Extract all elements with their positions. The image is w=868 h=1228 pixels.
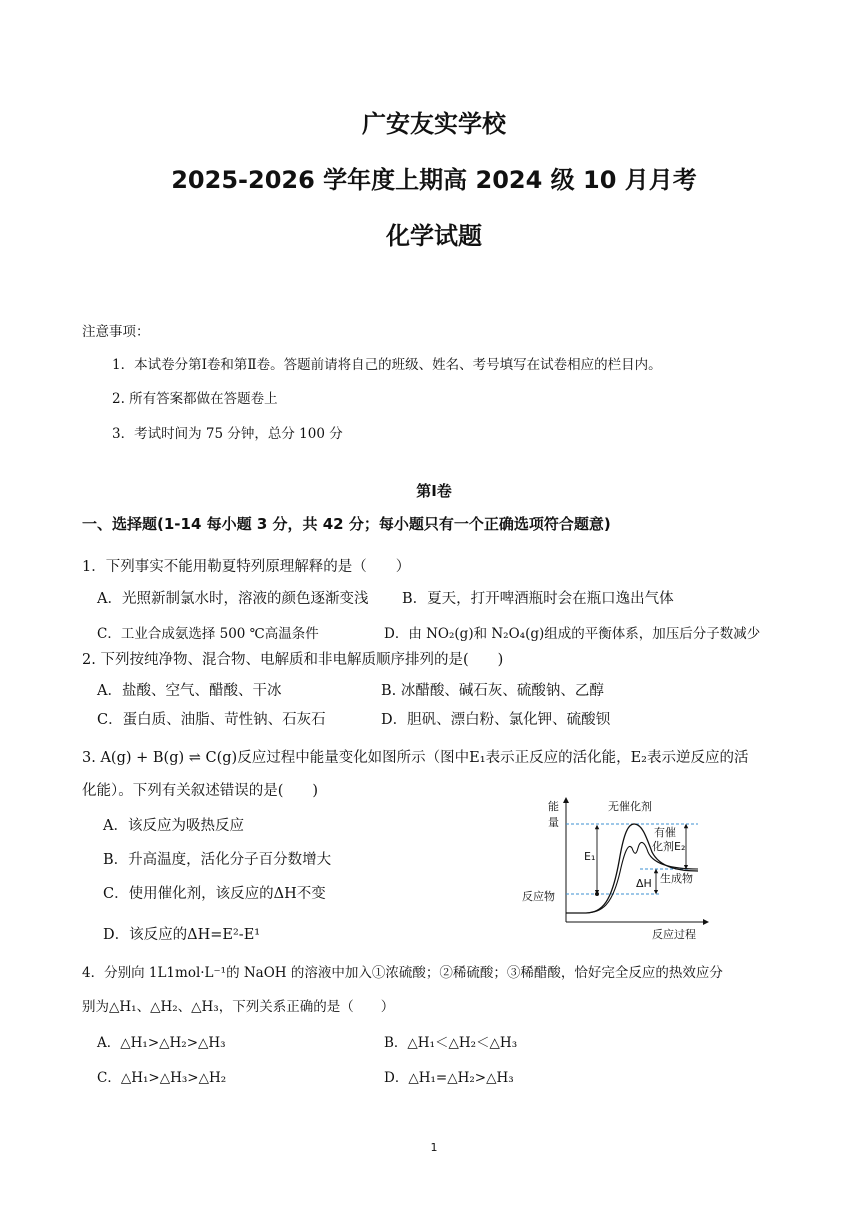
school-name: 广安友实学校 [362, 110, 506, 138]
energy-diagram [520, 796, 710, 946]
q1-option-c: C．工业合成氨选择 500 ℃高温条件 [97, 626, 319, 642]
reactant-point [595, 892, 599, 896]
q3-stem-line1: 3. A(g) + B(g) ⇌ C(g)反应过程中能量变化如图所示（图中E₁表示正反应的活化能，E₂表示逆反应的活 [82, 750, 749, 766]
catalyst-label-1: 有催 [654, 826, 676, 839]
q4-option-b: B．△H₁＜△H₂＜△H₃ [384, 1035, 518, 1051]
q3-option-a: A．该反应为吸热反应 [103, 818, 244, 834]
subject-title: 化学试题 [386, 222, 482, 250]
x-label: 反应过程 [652, 928, 696, 941]
q4-option-c: C．△H₁>△H₃>△H₂ [97, 1070, 227, 1086]
note-item-2: 2. 所有答案都做在答题卷上 [112, 391, 278, 407]
q4-stem-line2: 别为△H₁、△H₂、△H₃，下列关系正确的是（ ） [82, 999, 395, 1015]
q4-option-d: D．△H₁=△H₂>△H₃ [384, 1070, 514, 1086]
note-item-3: 3．考试时间为 75 分钟，总分 100 分 [112, 426, 343, 442]
notes-heading: 注意事项： [82, 324, 150, 340]
exam-title: 2025-2026 学年度上期高 2024 级 10 月月考 [171, 166, 697, 194]
volume-heading: 第Ⅰ卷 [416, 482, 452, 500]
product-label: 生成物 [660, 872, 693, 885]
q3-stem-line2: 化能）。下列有关叙述错误的是( ) [82, 783, 319, 799]
q1-option-d: D．由 NO₂(g)和 N₂O₄(g)组成的平衡体系，加压后分子数减少 [384, 626, 761, 642]
y-label-2: 量 [548, 816, 559, 829]
q3-option-b: B．升高温度，活化分子百分数增大 [103, 852, 332, 868]
q1-stem: 1．下列事实不能用勒夏特列原理解释的是（ ） [82, 559, 411, 575]
e1-label: E₁ [584, 850, 596, 863]
q2-option-b: B. 冰醋酸、碱石灰、硫酸钠、乙醇 [381, 683, 604, 699]
section-heading: 一、选择题(1-14 每小题 3 分，共 42 分；每小题只有一个正确选项符合题意) [82, 515, 611, 533]
q1-option-b: B．夏天，打开啤酒瓶时会在瓶口逸出气体 [402, 591, 674, 607]
page-number: 1 [430, 1141, 438, 1154]
q3-option-d: D．该反应的ΔH=E²-E¹ [103, 927, 261, 943]
reactant-label: 反应物 [522, 890, 555, 903]
q2-stem: 2. 下列按纯净物、混合物、电解质和非电解质顺序排列的是( ) [82, 652, 504, 668]
catalyst-label-2: 化剂E₂ [652, 840, 686, 853]
y-label-1: 能 [548, 800, 559, 813]
q2-option-d: D．胆矾、漂白粉、氯化钾、硫酸钡 [381, 712, 611, 728]
q1-option-a: A．光照新制氯水时，溶液的颜色逐渐变浅 [97, 591, 369, 607]
q2-option-c: C．蛋白质、油脂、苛性钠、石灰石 [97, 712, 326, 728]
uncatalyzed-curve [566, 824, 698, 913]
note-item-1: 1．本试卷分第Ⅰ卷和第Ⅱ卷。答题前请将自己的班级、姓名、考号填写在试卷相应的栏目内。 [112, 357, 662, 373]
q4-option-a: A．△H₁>△H₂>△H₃ [97, 1035, 226, 1051]
no-catalyst-label: 无催化剂 [608, 800, 652, 813]
dh-label: ΔH [636, 877, 652, 890]
q2-option-a: A．盐酸、空气、醋酸、干冰 [97, 683, 282, 699]
q3-option-c: C．使用催化剂，该反应的ΔH不变 [103, 886, 326, 902]
q4-stem-line1: 4．分别向 1L1mol·L⁻¹的 NaOH 的溶液中加入①浓硫酸；②稀硫酸；③稀醋酸，恰好完全反应的热效应分 [82, 965, 723, 981]
